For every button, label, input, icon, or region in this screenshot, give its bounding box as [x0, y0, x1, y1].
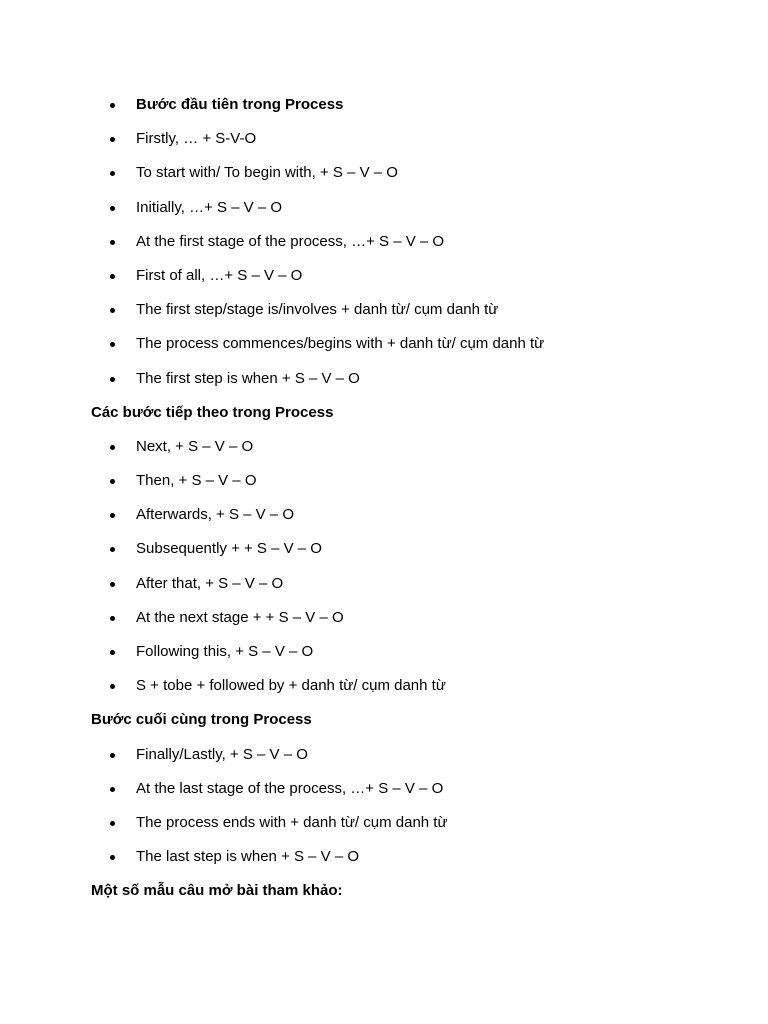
bullet-icon	[110, 308, 115, 313]
list-item-text: Afterwards, + S – V – O	[136, 506, 294, 524]
list-item	[91, 196, 731, 230]
list-item-text: S + tobe + followed by + danh từ/ cụm danh từ	[136, 677, 446, 695]
list-item	[91, 777, 731, 811]
bullet-icon	[110, 274, 115, 279]
list-item	[91, 811, 731, 845]
bullet-icon	[110, 103, 115, 108]
list-item-text: Initially, …+ S – V – O	[136, 198, 283, 216]
bullet-icon	[110, 616, 115, 621]
list-item-text: First of all, …+ S – V – O	[136, 266, 303, 284]
list-item-text: Following this, + S – V – O	[136, 643, 314, 660]
list-item-text: Then, + S – V – O	[136, 472, 257, 490]
section-heading: Bước cuối cùng trong Process	[91, 711, 312, 729]
bullet-icon	[110, 753, 115, 758]
bullet-icon	[110, 582, 115, 587]
bullet-icon	[110, 513, 115, 518]
list-item	[91, 127, 731, 161]
section-heading: Một số mẫu câu mở bài tham khảo:	[91, 882, 343, 900]
list-item-text: To start with/ To begin with, + S – V – O	[136, 164, 398, 182]
list-item	[91, 264, 731, 298]
list-item-text: Subsequently + + S – V – O	[136, 540, 322, 558]
list-item-text: At the first stage of the process, …+ S – V – O	[136, 232, 445, 250]
list-item-text: Next, + S – V – O	[136, 437, 254, 455]
list-item-text: The process commences/begins with + danh từ/ cụm danh từ	[136, 335, 545, 353]
bullet-icon	[110, 547, 115, 552]
list-item	[91, 469, 731, 503]
list-item	[91, 743, 731, 777]
list-item-text: Finally/Lastly, + S – V – O	[136, 745, 308, 763]
list-item	[91, 93, 731, 127]
list-item	[91, 161, 731, 195]
list-item-text: The first step is when + S – V – O	[136, 369, 360, 387]
bullet-icon	[110, 650, 115, 655]
list-item-text: Firstly, … + S-V-O	[136, 130, 257, 148]
list-item	[91, 503, 731, 537]
bullet-icon	[110, 137, 115, 142]
bullet-icon	[110, 479, 115, 484]
bullet-icon	[110, 342, 115, 347]
list-item-text: At the last stage of the process, …+ S – V – O	[136, 779, 444, 797]
bullet-icon	[110, 787, 115, 792]
bullet-icon	[110, 855, 115, 860]
list-item-text: The first step/stage is/involves + danh từ/ cụm danh từ	[136, 301, 499, 319]
list-item	[91, 674, 731, 708]
section-heading: Các bước tiếp theo trong Process	[91, 403, 334, 421]
bullet-icon	[110, 684, 115, 689]
list-item	[91, 435, 731, 469]
list-item-text: The process ends with + danh từ/ cụm danh từ	[136, 813, 448, 831]
list-item	[91, 606, 731, 640]
bullet-icon	[110, 240, 115, 245]
list-item-text: After that, + S – V – O	[136, 574, 284, 592]
list-item-text: The last step is when + S – V – O	[136, 848, 360, 866]
list-item-text: At the next stage + + S – V – O	[136, 608, 344, 626]
bullet-icon	[110, 445, 115, 450]
list-item-text: Bước đầu tiên trong Process	[136, 96, 344, 113]
document-content	[91, 93, 731, 914]
list-item	[91, 572, 731, 606]
bullet-icon	[110, 821, 115, 826]
list-item	[91, 332, 731, 366]
list-item	[91, 298, 731, 332]
list-item	[91, 845, 731, 879]
list-item	[91, 537, 731, 571]
bullet-icon	[110, 206, 115, 211]
bullet-icon	[110, 171, 115, 176]
list-item	[91, 367, 731, 401]
list-item	[91, 230, 731, 264]
list-item	[91, 640, 731, 674]
bullet-icon	[110, 377, 115, 382]
